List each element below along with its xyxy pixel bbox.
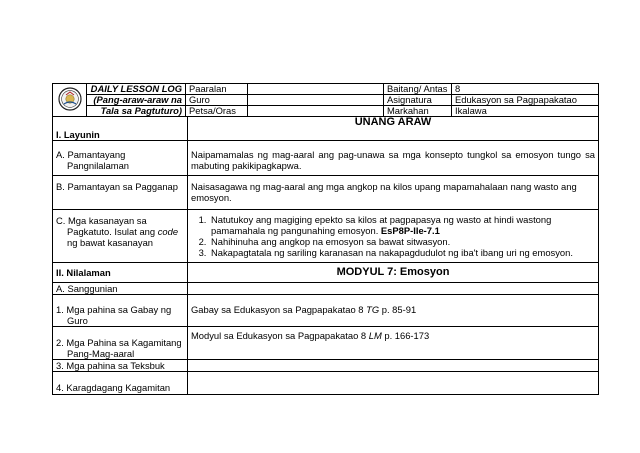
objective-item: 3. Nakapagtatala ng sariling karanasan na nakapagdudulot ng iba't ibang uri ng emosyon. [209, 247, 595, 258]
sanggunian-heading: A. Sanggunian [53, 283, 188, 295]
layunin-heading: I. Layunin [53, 117, 188, 141]
field-value-petsa[interactable] [248, 106, 384, 117]
field-value-markahan[interactable]: Ikalawa [452, 106, 599, 117]
field-label-markahan: Markahan [384, 106, 452, 117]
deped-seal-logo [53, 84, 87, 117]
dll-title-line2: (Pang-araw-araw na [87, 95, 186, 106]
teksbuk-label: 3. Mga pahina sa Teksbuk [53, 360, 188, 372]
lesson-table [52, 116, 599, 395]
kagamitang-text: Modyul sa Edukasyon sa Pagpapakatao 8 LM p. 166-173 [188, 327, 599, 360]
gabay-guro-text: Gabay sa Edukasyon sa Pagpapakatao 8 TG p. 85-91 [188, 295, 599, 327]
pamantayan-pagganap-text: Naisasagawa ng mag-aaral ang mga angkop na kilos upang mapamahalaan nang wasto ang emosyon. [188, 176, 599, 210]
field-label-baitang: Baitang/ Antas [384, 84, 452, 95]
field-label-asignatura: Asignatura [384, 95, 452, 106]
kasanayan-list-cell [188, 210, 599, 263]
seal-icon [58, 87, 82, 111]
field-value-asignatura[interactable]: Edukasyon sa Pagpapakatao [452, 95, 599, 106]
sanggunian-heading-row [53, 283, 599, 295]
objective-item: 2. Nahihinuha ang angkop na emosyon sa bawat sitwasyon. [209, 236, 595, 247]
kasanayan-label: C. Mga kasanayan sa Pagkatuto. Isulat ang code ng bawat kasanayan [53, 210, 188, 263]
sanggunian-row-2 [53, 327, 599, 360]
module-title: MODYUL 7: Emosyon [188, 263, 599, 283]
field-label-petsa: Petsa/Oras [186, 106, 248, 117]
nilalaman-heading: II. Nilalaman [53, 263, 188, 283]
layunin-heading-row [53, 117, 599, 141]
day-title: UNANG ARAW [188, 117, 599, 141]
gabay-guro-label: 1. Mga pahina sa Gabay ng Guro [53, 295, 188, 327]
layunin-row-b [53, 176, 599, 210]
pamantayan-pagganap-label: B. Pamantayan sa Pagganap [53, 176, 188, 210]
nilalaman-row [53, 263, 599, 283]
dll-title-line3: Tala sa Pagtuturo) [87, 106, 186, 117]
dll-title-line1: DAILY LESSON LOG [87, 84, 186, 95]
field-value-baitang[interactable]: 8 [452, 84, 599, 95]
pamantayang-nilalaman-label: A. Pamantayang Pangnilalaman [53, 141, 188, 176]
header-table [52, 83, 599, 117]
field-label-guro: Guro [186, 95, 248, 106]
field-label-paaralan: Paaralan [186, 84, 248, 95]
kagamitang-label: 2. Mga Pahina sa Kagamitang Pang-Mag-aaral [53, 327, 188, 360]
sanggunian-row-4 [53, 372, 599, 395]
layunin-row-c [53, 210, 599, 263]
objectives-list [191, 214, 595, 258]
sanggunian-row-1 [53, 295, 599, 327]
field-value-guro[interactable] [248, 95, 384, 106]
karagdagang-label: 4. Karagdagang Kagamitan [53, 372, 188, 395]
sanggunian-row-3 [53, 360, 599, 372]
objective-item: 1. Natutukoy ang magiging epekto sa kilos at pagpapasya ng wasto at hindi wastong pamamahala ng pangunahing emosyon. EsP8P-IIe-7.1 [209, 214, 595, 236]
field-value-paaralan[interactable] [248, 84, 384, 95]
pamantayang-nilalaman-text: Naipamamalas ng mag-aaral ang pag-unawa sa mga konsepto tungkol sa emosyon tungo sa mabuting pakikipagkapwa. [188, 141, 599, 176]
layunin-row-a [53, 141, 599, 176]
